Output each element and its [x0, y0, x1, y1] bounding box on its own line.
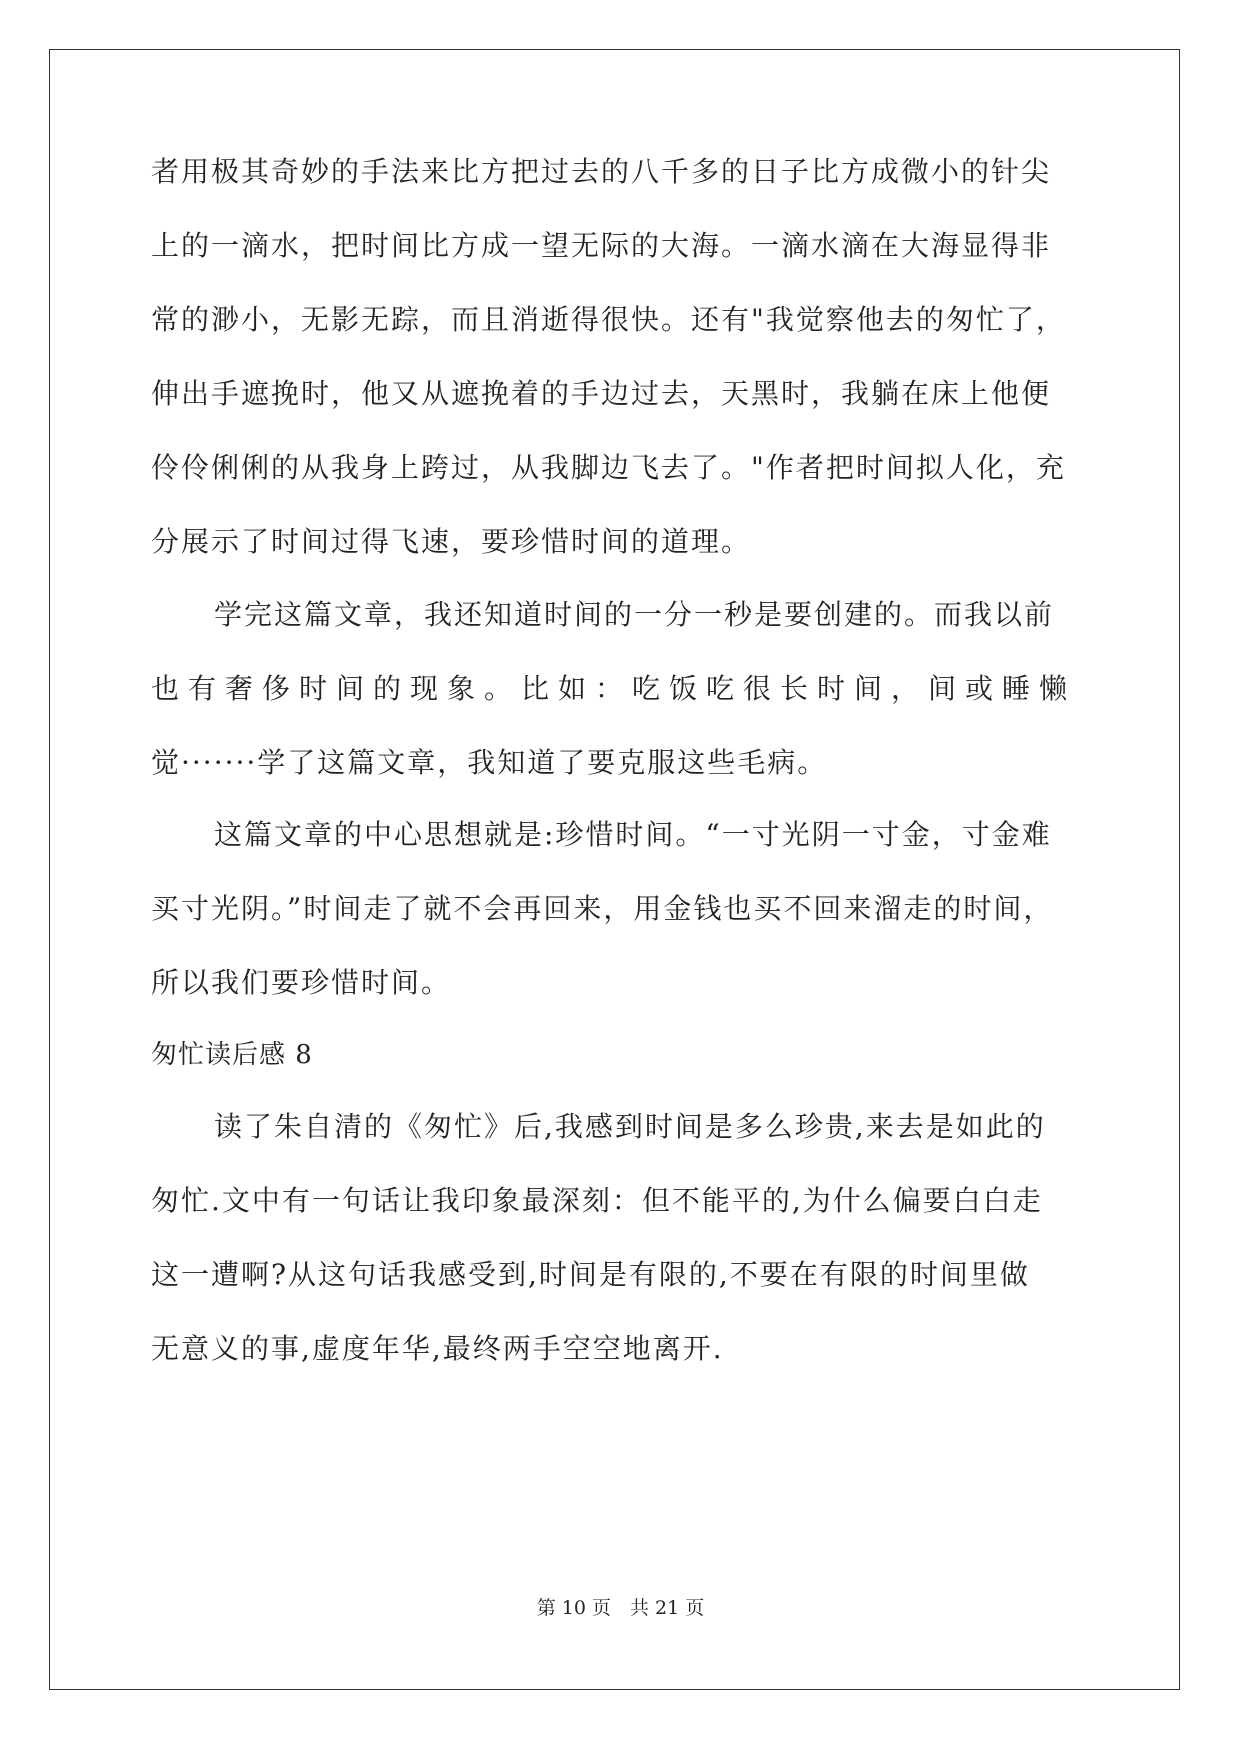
section-heading: 匆忙读后感 8 [151, 1040, 313, 1070]
text-line: 无意义的事,虚度年华,最终两手空空地离开. [151, 1332, 724, 1365]
text-line: 这篇文章的中心思想就是:珍惜时间。“一寸光阴一寸金，寸金难 [214, 818, 1052, 851]
text-line: 伶伶俐俐的从我身上跨过，从我脚边飞去了。"作者把时间拟人化，充 [151, 451, 1066, 484]
text-line: 也有奢侈时间的现象。比如：吃饭吃很长时间，间或睡懒 [151, 672, 1077, 705]
text-line: 伸出手遮挽时，他又从遮挽着的手边过去，天黑时，我躺在床上他便 [151, 377, 1052, 410]
text-line: 者用极其奇妙的手法来比方把过去的八千多的日子比方成微小的针尖 [151, 155, 1052, 188]
page-footer: 第 10 页 共 21 页 [536, 1597, 705, 1619]
text-line: 上的一滴水，把时间比方成一望无际的大海。一滴水滴在大海显得非 [151, 229, 1052, 262]
text-line: 分展示了时间过得飞速，要珍惜时间的道理。 [151, 525, 752, 558]
text-line: 常的渺小，无影无踪，而且消逝得很快。还有"我觉察他去的匆忙了， [151, 303, 1066, 336]
text-line: 这一遭啊?从这句话我感受到,时间是有限的,不要在有限的时间里做 [151, 1258, 1030, 1291]
page-border [49, 49, 1180, 1690]
text-line: 觉·······学了这篇文章，我知道了要克服这些毛病。 [151, 746, 828, 779]
text-line: 读了朱自清的《匆忙》后,我感到时间是多么珍贵,来去是如此的 [214, 1110, 1046, 1143]
text-line: 学完这篇文章，我还知道时间的一分一秒是要创建的。而我以前 [214, 598, 1055, 631]
text-line: 所以我们要珍惜时间。 [151, 966, 452, 999]
text-line: 买寸光阴。”时间走了就不会再回来，用金钱也买不回来溜走的时间， [151, 892, 1054, 925]
text-line: 匆忙.文中有一句话让我印象最深刻：但不能平的,为什么偏要白白走 [151, 1184, 1043, 1217]
